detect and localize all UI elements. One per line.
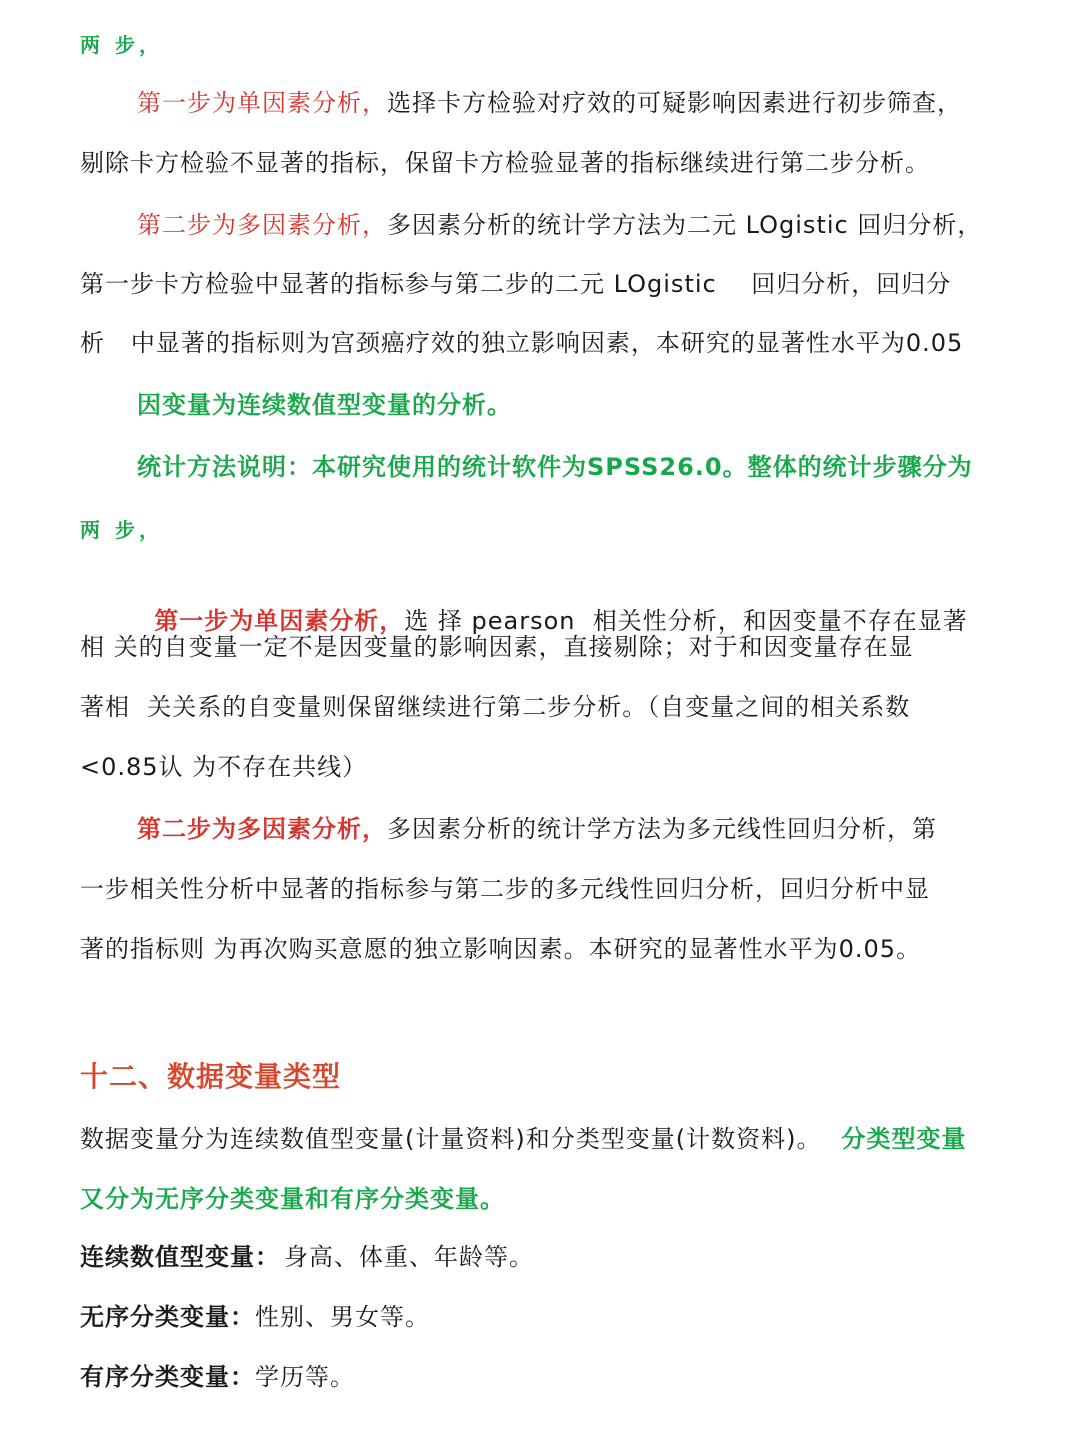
step2-text: 多因素分析的统计学方法为二元 LOgistic 回归分析， (387, 211, 983, 239)
paragraph-step2 (137, 208, 982, 242)
step1-b-line2: 相 关的自变量一定不是因变量的影响因素，直接剔除；对于和因变量存在显 (80, 633, 914, 661)
item-label: 有序分类变量： (80, 1363, 255, 1391)
step2-label-b: 第二步为多因素分析， (137, 815, 387, 843)
step2-line2: 第一步卡方检验中显著的指标参与第二步的二元 LOgistic 回归分析，回归分 (80, 270, 952, 298)
section-title-continuous: 因变量为连续数值型变量的分析。 (137, 391, 512, 419)
paragraph-step1 (137, 86, 962, 120)
step2-b-line2: 一步相关性分析中显著的指标参与第二步的多元线性回归分析，回归分析中显 (80, 875, 930, 903)
paragraph-step2-b (137, 812, 937, 846)
intro-text: 数据变量分为连续数值型变量(计量资料)和分类型变量(计数资料)。 (80, 1125, 822, 1153)
step1-label: 第一步为单因素分析， (137, 89, 387, 117)
step1-text-b: 选 择 pearson 相关性分析，和因变量不存在显著 (404, 607, 968, 635)
continuation-text: 两 步， (80, 33, 163, 57)
step1-line2: 剔除卡方检验不显著的指标，保留卡方检验显著的指标继续进行第二步分析。 (80, 149, 930, 177)
intro-green-text: 分类型变量 (841, 1125, 967, 1153)
item-text: 学历等。 (255, 1363, 355, 1391)
item-label: 无序分类变量： (80, 1303, 255, 1331)
step2-label: 第二步为多因素分析， (137, 211, 387, 239)
section-heading-data-types: 十二、数据变量类型 (80, 1060, 342, 1093)
step1-b-line4: <0.85认 为不存在共线） (80, 753, 368, 781)
continuation-text-2: 两 步， (80, 518, 163, 542)
list-item (80, 1240, 534, 1274)
step2-text-b: 多因素分析的统计学方法为多元线性回归分析，第 (387, 815, 937, 843)
list-item (80, 1300, 430, 1334)
item-text: 身高、体重、年龄等。 (284, 1243, 534, 1271)
data-types-intro (80, 1122, 966, 1156)
list-item (80, 1360, 355, 1394)
step1-text: 选择卡方检验对疗效的可疑影响因素进行初步筛查， (387, 89, 962, 117)
step2-line3: 析 中显著的指标则为宫颈癌疗效的独立影响因素，本研究的显著性水平为0.05 (80, 329, 964, 357)
intro-green-line2: 又分为无序分类变量和有序分类变量。 (80, 1185, 505, 1213)
method-description: 统计方法说明：本研究使用的统计软件为SPSS26.0。整体的统计步骤分为 (137, 453, 973, 481)
item-text: 性别、男女等。 (255, 1303, 430, 1331)
paragraph-step1-b (137, 570, 968, 638)
step2-b-line3: 著的指标则 为再次购买意愿的独立影响因素。本研究的显著性水平为0.05。 (80, 935, 922, 963)
step1-b-line3: 著相 关关系的自变量则保留继续进行第二步分析。（自变量之间的相关系数 (80, 693, 911, 721)
step1-label-b: 第一步为单因素分析， (154, 607, 405, 635)
item-label: 连续数值型变量： (80, 1243, 280, 1271)
